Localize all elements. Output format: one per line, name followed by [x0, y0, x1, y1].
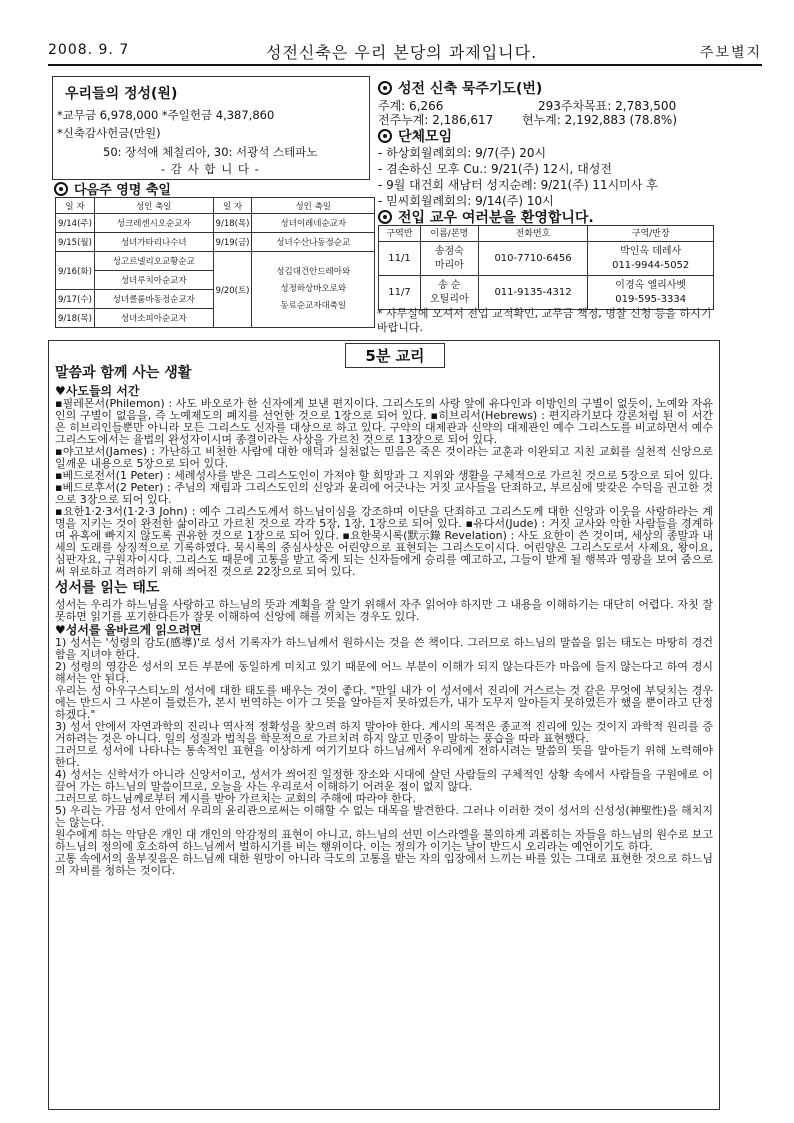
header-slogan: 성전신축은 우리 본당의 과제입니다.: [266, 43, 538, 62]
bulletin-kind: 주보별지: [699, 45, 762, 61]
circle-bullet-icon: [54, 182, 68, 196]
doctrine-title: 5분 교리: [345, 343, 445, 368]
offering-box: [52, 76, 370, 180]
newcomers-table: [378, 225, 714, 310]
paragraph: 그러므로 성서에 나타나는 통속적인 표현을 이상하게 여기기보다 하느님께서 우리에게 전하시려는 말씀의 뜻을 알아듣기 위해 노력해야 한다.: [55, 744, 713, 769]
list-item: - 믿씨회월례회의: 9/14(주) 10시: [378, 194, 554, 208]
paragraph: 고통 속에서의 울부짖음은 하느님께 대한 원망이 아니라 극도의 고통을 받는 자의 입장에서 느끼는 바를 있는 그대로 표현한 것으로 하느님의 자비를 청하는 것이다.: [55, 852, 713, 877]
welcome-section-title: 전입 교우 여러분을 환영합니다.: [378, 207, 594, 227]
paragraph: 성서는 우리가 하느님을 사랑하고 하느님의 뜻과 계획을 잘 알기 위해서 자주 읽어야 하지만 그 내용을 이해하기는 대단히 어렵다. 자칫 잘못하면 읽기를 포기한다든가 잘못 이해하여 신앙에 해를 끼치는 경우도 있다.: [55, 598, 713, 623]
groups-section-title: 단체모임: [378, 126, 452, 146]
table-row: 9/18(목) 성녀소피아순교자: [56, 309, 375, 328]
list-item: - 겸손하신 모후 Cu.: 9/21(주) 12시, 대성전: [378, 162, 612, 176]
section-heading: 성서를 읽는 태도: [55, 580, 160, 596]
paragraph: ▪요한1·2·3서(1·2·3 John) : 예수 그리스도께서 하느님이심을 강조하며 이단을 단죄하고 그리스도께 대한 신앙과 이웃을 사랑하라는 계명을 지키는 것이 완전한 삶이라고 가르친 것으로 각각 5장, 1장, 1장으로 되어 있다. ▪유다서(Jude) : 거짓 교사와 악한 사람들을 경계하며 유혹에 빠지지 않도록 권유한 것으로 1장으로 되어 있다. ▪요한묵시록(默示錄 Revelation) : 사도 요한이 쓴 것이며, 세상의 종말과 내세의 도래를 상징적으로 기록하였다. 묵시록의 중심사상은 어린양으로 표현되는 그리스도이시다. 어린양은 그리스도로서 사제요, 왕이요, 심판자요, 구원자이시다. 그리스도 때문에 고통을 받고 죽게 되는 신자들에게 승리를 예고하고, 그들이 받게 될 행복과 영광을 보여 줌으로써 위로하고 격려하기 위해 씌어진 것으로 22장으로 되어 있다.: [55, 505, 713, 578]
offering-donors: 50: 장석애 체칠리아, 30: 서광석 스테파노: [103, 145, 318, 159]
table-row: 9/15(월) 성녀가타리나수녀 9/19(금) 성녀수산나동정순교: [56, 233, 375, 252]
col-saint: 성인 축일: [252, 198, 375, 214]
prayer-section-title: 성전 신축 묵주기도(번): [378, 78, 542, 98]
paragraph: 원수에게 하는 악담은 개인 대 개인의 악감정의 표현이 아니고, 하느님의 선민 이스라엘을 불의하게 괴롭히는 자들을 하느님의 원수로 보고 하느님의 정의에 호소하여 하느님께서 벌하시기를 비는 행위이다. 이는 정의가 이기는 날이 반드시 오리라는 예언이기도 하다.: [55, 828, 713, 853]
doctrine-content: [55, 365, 713, 877]
paragraph: 우리는 성 아우구스티노의 성서에 대한 태도를 배우는 것이 좋다. "만일 내가 이 성서에서 진리에 거스르는 것 같은 무엇에 부딪치는 경우에는 반드시 그 사본이 틀렸든가, 본시 번역하는 이가 그 뜻을 알아듣지 못하였든가, 내가 도무지 알아듣지 못하였든가 했을 뿐이라고 단정하겠다.": [55, 684, 713, 721]
table-row: 11/7 송 순 오틸리아 011-9135-4312 이경옥 엘리사벳 019-595-3334: [379, 276, 714, 310]
paragraph: 2) 성령의 영감은 성서의 모든 부분에 동일하게 미치고 있기 때문에 어느 부분이 이해가 되지 않는다든가 마음에 들지 않는다고 하여 경시해서는 안 된다.: [55, 660, 713, 685]
feast-table: [55, 197, 375, 328]
col-date: 일 자: [56, 198, 95, 214]
subsection-heading: ♥사도들의 서간: [55, 384, 140, 398]
paragraph: 3) 성서 안에서 자연과학의 진리나 역사적 정확성을 찾으려 하지 말아야 한다. 계시의 목적은 종교적 진리에 있는 것이지 과학적 원리를 증거하려는 것은 아니다. 일의 성질과 법칙을 학문적으로 가르치려 하지 않고 민중이 말하는 풍습을 따라 표현했다.: [55, 720, 713, 745]
subsection-heading: ♥성서를 올바르게 읽으려면: [55, 623, 202, 637]
feast-section-title: 다음주 영명 축일: [54, 179, 171, 198]
list-item: - 하상회월례회의: 9/7(주) 20시: [378, 146, 547, 160]
col-date: 일 자: [213, 198, 252, 214]
section-heading: 말씀과 함께 사는 생활: [55, 365, 192, 381]
table-row: 9/17(수) 성녀클룸바동정순교자: [56, 290, 375, 309]
office-notice: * 사무실에 오셔서 전입 교적확인, 교무금 책정, 명찰 신청 등을 하시기 바랍니다.: [377, 307, 712, 334]
paragraph: 그러므로 하느님께로부터 계시를 받아 가르치는 교회의 주해에 따라야 한다.: [55, 792, 416, 805]
paragraph: 4) 성서는 신학서가 아니라 신앙서이고, 성서가 씌어진 일정한 장소와 시대에 살던 사람들의 구체적인 상황 속에서 사람들을 구원에로 이끌어 가는 하느님의 말씀이므로, 오늘을 사는 우리로서 이해하기 어려운 점이 없지 않다.: [55, 768, 713, 793]
prayer-prev-total: 전주누계: 2,186,617: [378, 113, 494, 127]
offering-thanks: - 감 사 합 니 다 -: [161, 162, 260, 176]
table-row: 성녀루치아순교자: [56, 271, 375, 290]
prayer-target: 293주차목표: 2,783,500: [538, 99, 677, 113]
col-saint: 성인 축일: [94, 198, 213, 214]
table-header-row: [56, 198, 375, 214]
circle-bullet-icon: [378, 81, 392, 95]
paragraph: 1) 성서는 '성령의 감도(感導)'로 성서 기록자가 하느님께서 원하시는 것을 쓴 책이다. 그러므로 하느님의 말씀을 읽는 태도는 마땅히 경건함을 지녀야 한다.: [55, 636, 713, 661]
paragraph: ▪베드로전서(1 Peter) : 세례성사를 받은 그리스도인이 가져야 할 희망과 그 지위와 생활을 구체적으로 가르친 것으로 5장으로 되어 있다. ▪베드로후서(2 Peter) : 주님의 재림과 그리스도인의 신앙과 윤리에 어긋나는 거짓 교사들을 단죄하고, 부르심에 맞갖은 수덕을 권고한 것으로 3장으로 되어 있다.: [55, 469, 713, 506]
table-row: 9/14(주) 성크레센시오순교자 9/18(목) 성녀이레네순교자: [56, 214, 375, 233]
paragraph: 5) 우리는 가끔 성서 안에서 우리의 윤리관으로써는 이해할 수 없는 대목을 발견한다. 그러나 이러한 것이 성서의 신성성(神聖性)을 해치지는 않는다.: [55, 804, 713, 829]
list-item: - 9월 대건회 새남터 성지순례: 9/21(주) 11시미사 후: [378, 178, 658, 192]
offering-building-label: *신축감사헌금(만원): [57, 126, 161, 140]
doctrine-box: [48, 340, 720, 1110]
paragraph: ▪필레몬서(Philemon) : 사도 바오로가 한 신자에게 보낸 편지이다. 그리스도의 사랑 앞에 유다인과 이방인의 구별이 없듯이, 노예와 자유인의 구별이 없음을, 즉 노예제도의 폐지를 선언한 것으로 1장으로 되어 있다. ▪히브리서(Hebrews) : 편지라기보다 강론처럼 된 이 서간은 히브리인들뿐만 아니라 모든 그리스도 신자를 대상으로 하고 있다. 구약의 대제관과 신약의 대제관인 예수 그리스도를 비교하면서 예수 그리스도에서는 율법의 완성자이시며 종결이라는 사상을 가르친 것으로 13장으로 되어 있다.: [55, 397, 713, 446]
offering-amounts: *교무금 6,978,000 *주일헌금 4,387,860: [57, 108, 275, 122]
table-header-row: 구역반 이름/본명 전화번호 구역/반장: [379, 226, 714, 242]
table-row: 9/16(화) 성고르넬리오교황순교 9/20(토) 성김대건안드레아와 성정하상바오로와 동료순교자대축일: [56, 252, 375, 271]
page-header: [48, 36, 762, 66]
paragraph: ▪야고보서(James) : 가난하고 비천한 사람에 대한 애덕과 실천없는 믿음은 죽은 것이라는 교훈과 이완되고 지친 교회를 실천적 신앙으로 일깨운 내용으로 5장으로 되어 있다.: [55, 445, 713, 470]
circle-bullet-icon: [378, 129, 392, 143]
prayer-weekly: 주계: 6,266: [378, 99, 444, 113]
table-row: 11/1 송점숙 마리아 010-7710-6456 박인옥 데레사 011-9944-5052: [379, 242, 714, 276]
prayer-current-total: 현누계: 2,192,883 (78.8%): [522, 113, 678, 127]
issue-date: 2008. 9. 7: [48, 42, 130, 58]
offering-title: 우리들의 정성(원): [65, 86, 178, 102]
circle-bullet-icon: [378, 210, 392, 224]
